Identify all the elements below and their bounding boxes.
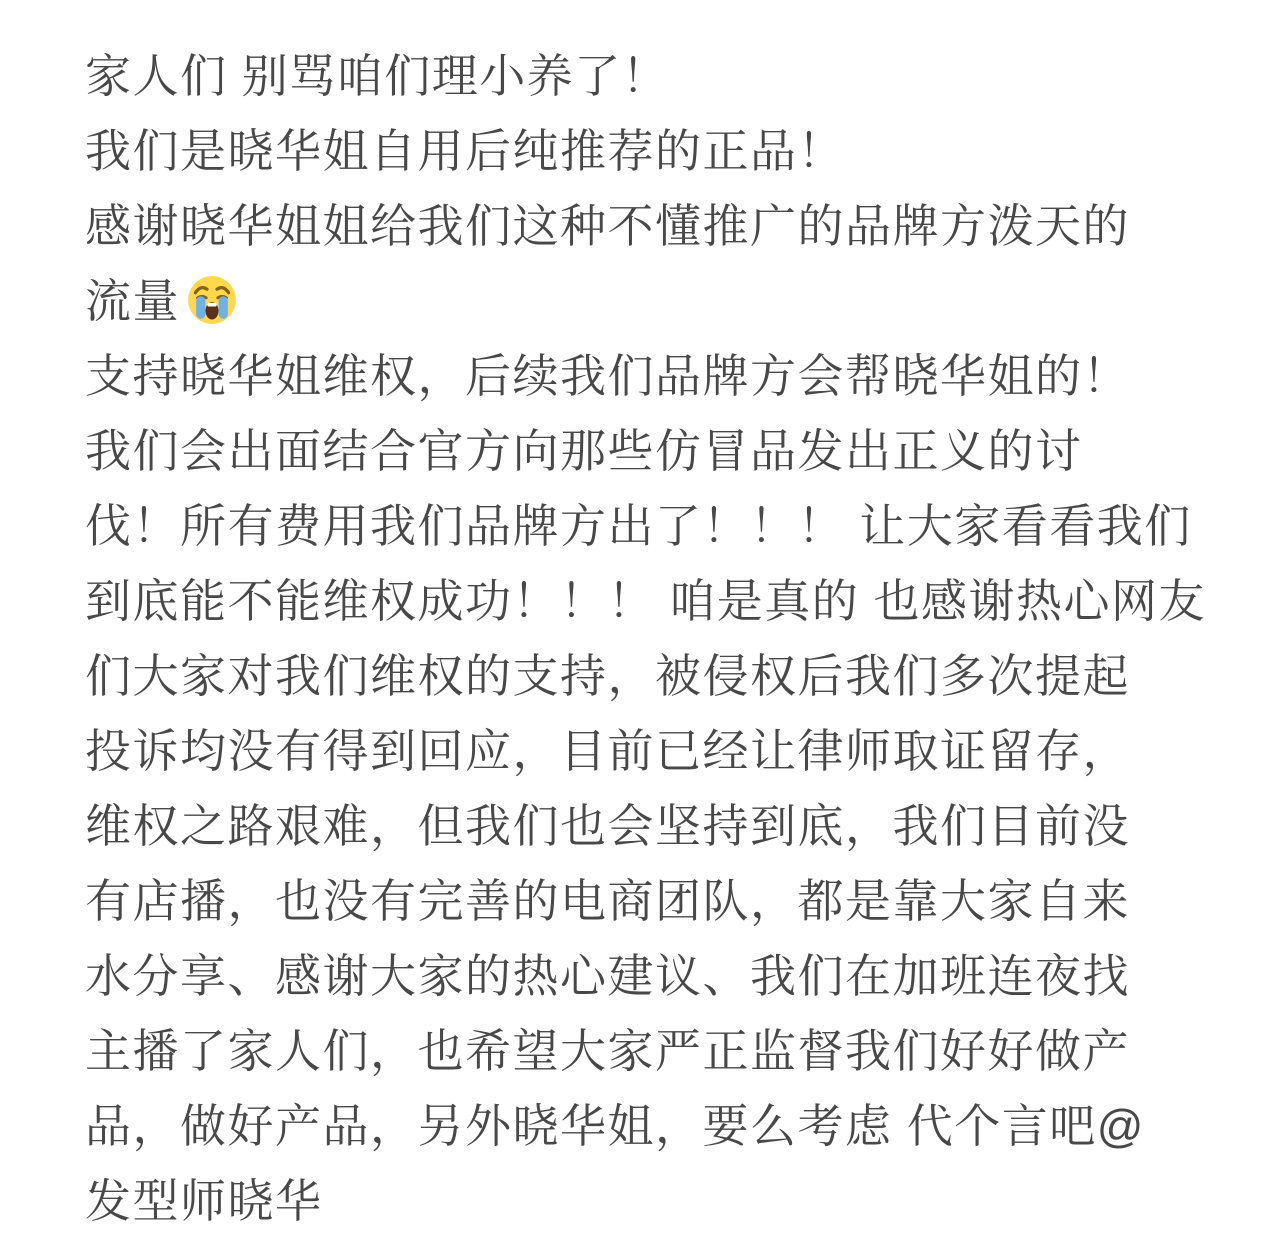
text-line-13 (85, 939, 1260, 1014)
text-line-12 (85, 864, 1260, 939)
text-line-14 (85, 1014, 1260, 1089)
text-line-5 (85, 339, 1260, 414)
line-text: 流量 (85, 275, 180, 327)
text-line-16 (85, 1164, 1260, 1239)
line-text: 感谢晓华姐姐给我们这种不懂推广的品牌方泼天的 (85, 200, 1130, 252)
line-text: 品，做好产品，另外晓华姐，要么考虑 代个言吧@ (85, 1100, 1145, 1152)
line-text: 支持晓华姐维权，后续我们品牌方会帮晓华姐的！ (85, 350, 1130, 402)
text-line-1 (85, 39, 1260, 114)
text-line-4 (85, 264, 1260, 339)
text-line-9 (85, 639, 1260, 714)
line-text: 投诉均没有得到回应，目前已经让律师取证留存， (85, 725, 1130, 777)
line-text: 们大家对我们维权的支持，被侵权后我们多次提起 (85, 650, 1130, 702)
line-text: 水分享、感谢大家的热心建议、我们在加班连夜找 (85, 950, 1130, 1002)
line-text: 我们是晓华姐自用后纯推荐的正品！ (85, 125, 845, 177)
line-text: 家人们 别骂咱们理小养了！ (85, 50, 670, 102)
text-line-10 (85, 714, 1260, 789)
loudly-crying-face-icon (186, 274, 238, 326)
text-line-7 (85, 489, 1260, 564)
text-line-6 (85, 414, 1260, 489)
line-text: 主播了家人们，也希望大家严正监督我们好好做产 (85, 1025, 1130, 1077)
line-text: 伐！所有费用我们品牌方出了！！！ 让大家看看我们 (85, 500, 1192, 552)
text-line-8 (85, 564, 1260, 639)
text-line-3 (85, 189, 1260, 264)
text-line-2 (85, 114, 1260, 189)
line-text: 有店播，也没有完善的电商团队，都是靠大家自来 (85, 875, 1130, 927)
text-line-15 (85, 1089, 1260, 1164)
line-text: 发型师晓华 (85, 1175, 323, 1227)
text-line-11 (85, 789, 1260, 864)
line-text: 维权之路艰难，但我们也会坚持到底，我们目前没 (85, 800, 1130, 852)
line-text: 我们会出面结合官方向那些仿冒品发出正义的讨 (85, 425, 1083, 477)
line-text: 到底能不能维权成功！！！ 咱是真的 也感谢热心网友 (85, 575, 1207, 627)
